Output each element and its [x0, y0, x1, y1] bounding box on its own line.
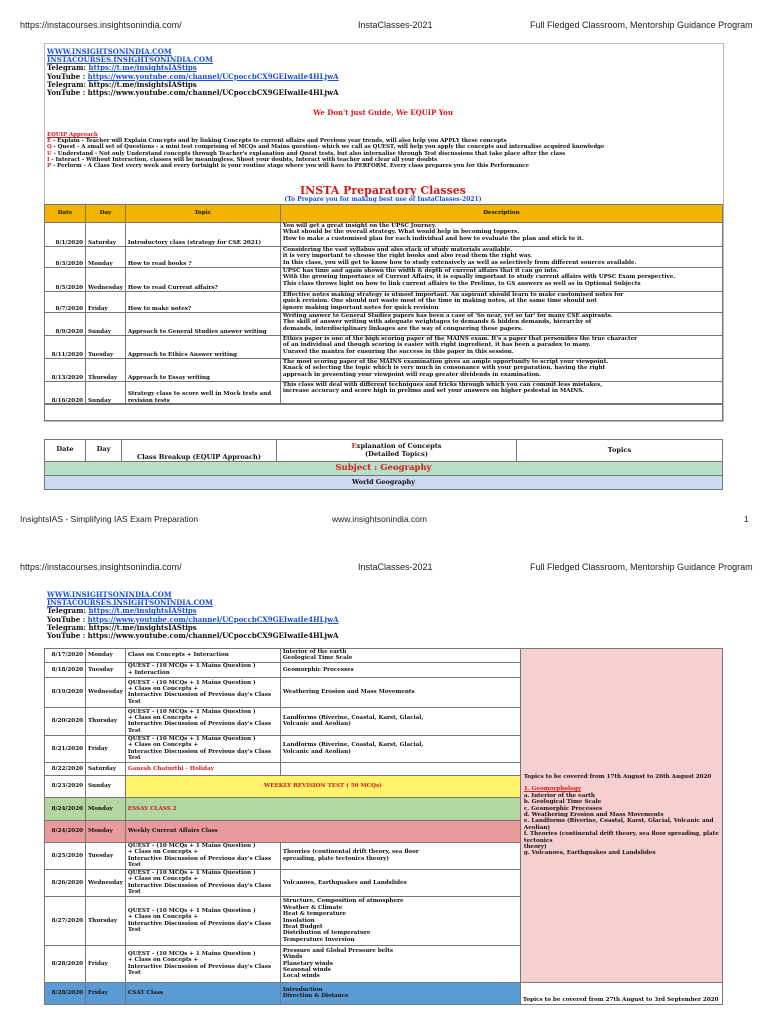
col-topic: Topic [125, 205, 280, 223]
col-day: Day [86, 205, 126, 223]
geo-breakup: QUEST - (10 MCQs + 1 Mains Question ) + Class on Concepts + Interactive Discussion of Previous day's Class Test [125, 735, 280, 762]
geo-breakup: QUEST - (10 MCQs + 1 Mains Question ) + Class on Concepts + Interactive Discussion of Previous day's Class Test [125, 707, 280, 735]
prep-row [45, 336, 723, 359]
geo-day: Wednesday [86, 869, 126, 896]
geo-breakup: WEEKLY REVISION TEST ( 50 MCQs) [125, 775, 520, 797]
prep-subtitle: (To Prepare you for making best use of InstaClasses-2021) [284, 196, 482, 203]
prep-date: 8/13/2020 [45, 359, 86, 382]
header-url: https://instacourses.insightsonindia.com/ [20, 20, 182, 30]
prep-row [45, 382, 723, 405]
geo-explanation: Geomorphic Processes [280, 662, 520, 677]
geo-breakup: Weekly Current Affairs Class [125, 820, 520, 842]
prep-date: 8/7/2020 [45, 292, 86, 313]
footer-center: www.insightsonindia.com [332, 514, 427, 524]
geo-row [45, 649, 723, 663]
geo-breakup: QUEST - (10 MCQs + 1 Mains Question ) + Class on Concepts + Interactive Discussion of Previous day's Class Test [125, 842, 280, 869]
site-link[interactable]: WWW.INSIGHTSONINDIA.COM [47, 590, 172, 599]
sched-col-date: Date [45, 440, 86, 462]
geo-date: 8/25/2020 [45, 842, 86, 869]
header-url: https://instacourses.insightsonindia.com/ [20, 562, 182, 572]
geo-explanation: Interior of the earth Geological Time Scale [280, 649, 520, 663]
telegram-link[interactable]: https://t.me/insightsIAStips [88, 63, 197, 73]
youtube-label: YouTube : [47, 71, 88, 81]
geo-explanation [280, 762, 520, 775]
subject-row: Subject : Geography [45, 462, 723, 476]
prep-table [44, 204, 723, 405]
prep-topic: How to read books ? [125, 247, 280, 268]
geo-breakup: QUEST - (10 MCQs + 1 Mains Question ) + Class on Concepts + Interactive Discussion of Previous day's Class Test [125, 677, 280, 707]
geo-date: 8/21/2020 [45, 735, 86, 762]
geo-breakup: CSAT Class [125, 982, 280, 1004]
spacer-row [44, 403, 723, 421]
equip-line: Q - Quest - A small set of Questions - a mini test comprising of MCQs and Mains question- which we call as QUEST, will help you apply the concepts and internalise acquired knowledge [47, 144, 605, 151]
equip-line: I - Interact - Without Interaction, classes will be meaningless. Shoot your doubts, Interact with teacher and clear all your doubts [47, 156, 438, 163]
youtube-link[interactable]: https://www.youtube.com/channel/UCpoccbCX9GEIwaiIe4HLjwA [87, 614, 339, 624]
equip-title: EQUIP Approach [47, 132, 98, 138]
prep-day: Sunday [86, 313, 126, 336]
geo-row [45, 982, 723, 1004]
geo-date: 8/22/2020 [45, 762, 86, 775]
prep-description: Ethics paper is one of the high scoring paper of the MAINS exam. It's a paper that personifies the true character of an individual and though scoring is easier with right ingredient, it has been a paradox to many. Unravel the mantra for ensuring the success in this paper in this session. [280, 336, 722, 359]
geo-day: Thursday [86, 896, 126, 945]
sched-col-explanation: Explanation of Concepts (Detailed Topics) [277, 440, 517, 462]
prep-day: Saturday [86, 223, 126, 247]
telegram-plain: Telegram: https://t.me/insightsIAStips [47, 622, 197, 632]
geo-day: Friday [86, 982, 126, 1004]
prep-row [45, 292, 723, 313]
geo-day: Saturday [86, 762, 126, 775]
prep-topic: Strategy class to score well in Mock tests and revision tests [125, 382, 280, 405]
schedule-header-table [44, 439, 723, 490]
sched-col-day: Day [86, 440, 122, 462]
prep-description: The most scoring paper of the MAINS examination gives an ample opportunity to script your viewpoint. Knack of selecting the topic which is very much in consonance with your preparation, having the right approach in presenting your viewpoint will reap greater dividends in examination. [280, 359, 722, 382]
prep-topic: How to make notes? [125, 292, 280, 313]
topics-subheading: 1. Geomorphology [523, 786, 582, 793]
prep-description: UPSC has time and again shown the width & depth of current affairs that it can go into. With the growing importance of Current Affairs, it is equally important to study current affairs with UPSC Exam perspective. This class throws light on how to link current affairs to the Prelims, to GS answers as well as in Optional Subjects [280, 268, 722, 292]
header-right: Full Fledged Classroom, Mentorship Guidance Program [530, 20, 753, 30]
equip-line: E - Explain - Teacher will Explain Concepts and by linking Concepts to current affairs and Previous year trends, will also help you APPLY these concepts [47, 138, 507, 145]
geo-date: 8/26/2020 [45, 869, 86, 896]
courses-link[interactable]: INSTACOURSES.INSIGHTSONINDIA.COM [47, 598, 213, 608]
geo-breakup: QUEST - (10 MCQs + 1 Mains Question ) + Class on Concepts + Interactive Discussion of Previous day's Class Test [125, 869, 280, 896]
geo-date: 8/20/2020 [45, 707, 86, 735]
prep-row [45, 223, 723, 247]
tagline: We Don't just Guide, We EQUIP You [313, 108, 453, 117]
geo-explanation: Structure, Composition of atmosphere Weather & Climate Heat & temperature Insolation Heat Budget Distribution of temperature Temperature Inversion [280, 896, 520, 945]
prep-day: Friday [86, 292, 126, 313]
geo-date: 8/19/2020 [45, 677, 86, 707]
prep-row [45, 247, 723, 268]
prep-date: 8/5/2020 [45, 268, 86, 292]
geo-day: Thursday [86, 707, 126, 735]
geo-date: 8/27/2020 [45, 896, 86, 945]
col-date: Date [45, 205, 86, 223]
prep-date: 8/16/2020 [45, 382, 86, 405]
header-center: InstaClasses-2021 [358, 20, 433, 30]
prep-row [45, 359, 723, 382]
geo-day: Monday [86, 797, 126, 820]
geo-date: 8/24/2020 [45, 797, 86, 820]
prep-description: You will get a great insight on the UPSC Journey. What should be the overall strategy. What would help in becoming toppers. How to make a customised plan for each individual and how to evaluate the plan and stick to it. [280, 223, 722, 247]
geo-breakup: QUEST - (10 MCQs + 1 Mains Question ) + Interaction [125, 662, 280, 677]
geo-date: 8/23/2020 [45, 775, 86, 797]
sched-col-topics: Topics [517, 440, 723, 462]
youtube-plain: YouTube : https://www.youtube.com/channel/UCpoccbCX9GEIwaiIe4HLjwA [47, 88, 339, 98]
geo-date: 8/17/2020 [45, 649, 86, 663]
geo-explanation: Volcanoes, Earthquakes and Landslides [280, 869, 520, 896]
geo-date: 8/24/2020 [45, 820, 86, 842]
footer-page-number: 1 [744, 514, 749, 524]
geo-breakup: QUEST - (10 MCQs + 1 Mains Question ) + Class on Concepts + Interactive Discussion of Previous day's Class Test [125, 896, 280, 945]
sched-col-breakup: Class Breakup (EQUIP Approach) [122, 440, 277, 462]
footer-left: InsightsIAS - Simplifying IAS Exam Preparation [20, 514, 199, 524]
geo-explanation: Landforms (Riverine, Coastal, Karst, Glacial, Volcanic and Aeolian) [280, 735, 520, 762]
geo-breakup: QUEST - (10 MCQs + 1 Mains Question ) + Class on Concepts + Interactive Discussion of Previous day's Class Test [125, 945, 280, 982]
geo-date: 8/28/2020 [45, 945, 86, 982]
prep-day: Tuesday [86, 336, 126, 359]
prep-title: INSTA Preparatory Classes [300, 184, 466, 197]
world-geography-row: World Geography [45, 476, 723, 490]
prep-day: Sunday [86, 382, 126, 405]
geo-date: 8/28/2020 [45, 982, 86, 1004]
header-center: InstaClasses-2021 [358, 562, 433, 572]
topics-next-heading: Topics to be covered from 27th August to 3rd September 2020 [520, 982, 722, 1004]
telegram-label: Telegram: [47, 63, 89, 73]
geo-day: Friday [86, 735, 126, 762]
page-header [0, 20, 768, 34]
col-description: Description [280, 205, 722, 223]
courses-link[interactable]: INSTACOURSES.INSIGHTSONINDIA.COM [47, 55, 213, 65]
prep-topic: Approach to Ethics Answer writing [125, 336, 280, 359]
prep-description: Effective notes making strategy is utmost important. An aspirant should learn to make customised notes for quick revision. One should not waste most of the time in making notes, at the same time should not ignore making important notes for quick revision [280, 292, 722, 313]
telegram-plain: Telegram: https://t.me/insightsIAStips [47, 79, 197, 89]
prep-description: This class will deal with different techniques and tricks through which you can commit less mistakes, increase accuracy and score high in prelims and set your answers on higher pedestal in MAINS. [280, 382, 722, 405]
geo-day: Monday [86, 649, 126, 663]
prep-row [45, 268, 723, 292]
prep-date: 8/9/2020 [45, 313, 86, 336]
topics-heading: Topics to be covered from 17th August to 26th August 2020 [523, 773, 712, 780]
prep-topic: Introductory class (strategy for CSE 2021) [125, 223, 280, 247]
topics-list: a. Interior of the earth b. Geological Time Scale c. Geomorphic Processes d. Weathering Erosion and Mass Movements e. Landforms (Riverine, Coastal, Karst, Glacial, Volcanic and Aeolian) f. Theories (continental drift theory, sea floor spreading, plate tectonics theory) g. Volcanoes, Earthquakes and Landslides [523, 792, 719, 857]
site-link[interactable]: WWW.INSIGHTSONINDIA.COM [47, 47, 172, 56]
topics-panel [520, 649, 722, 983]
prep-row [45, 313, 723, 336]
equip-line: P - Perform - A Class Test every week and every fortnight is your routine stage where you will have to PERFORM. Every class prepares you for this Performance [47, 163, 529, 170]
geo-day: Wednesday [86, 677, 126, 707]
links-block-2 [47, 591, 339, 640]
geo-day: Sunday [86, 775, 126, 797]
prep-topic: How to read Current affairs? [125, 268, 280, 292]
prep-day: Wednesday [86, 268, 126, 292]
geo-day: Monday [86, 820, 126, 842]
header-right: Full Fledged Classroom, Mentorship Guidance Program [530, 562, 753, 572]
geo-breakup: ESSAY CLASS 2 [125, 797, 520, 820]
geo-date: 8/18/2020 [45, 662, 86, 677]
geo-day: Tuesday [86, 662, 126, 677]
geo-breakup: Ganesh Chaturthi - Holiday [125, 762, 280, 775]
prep-description: Considering the vast syllabus and also stack of study materials available. it is very important to choose the right books and also read them the right way. In this class, you will get to know how to study extensively as well as selectively from different sources available. [280, 247, 722, 268]
geo-explanation: Pressure and Global Pressure belts Winds Planetary winds Seasonal winds Local winds [280, 945, 520, 982]
prep-topic: Approach to General Studies answer writing [125, 313, 280, 336]
youtube-link[interactable]: https://www.youtube.com/channel/UCpoccbCX9GEIwaiIe4HLjwA [87, 71, 339, 81]
prep-description: Writing answer to General Studies papers has been a case of 'So near, yet so far' for many CSE aspirants. The skill of answer writing with adequate weightages to demands & hidden demands, hierarchy of demands, interdisciplinary linkages are the way of conquering these papers. [280, 313, 722, 336]
prep-date: 8/11/2020 [45, 336, 86, 359]
geo-explanation: Landforms (Riverine, Coastal, Karst, Glacial, Volcanic and Aeolian) [280, 707, 520, 735]
youtube-plain: YouTube : https://www.youtube.com/channel/UCpoccbCX9GEIwaiIe4HLjwA [47, 631, 339, 641]
geo-breakup: Class on Concepts + Interaction [125, 649, 280, 663]
prep-topic: Approach to Essay writing [125, 359, 280, 382]
prep-date: 8/3/2020 [45, 247, 86, 268]
geography-schedule-table [44, 648, 723, 1005]
equip-approach [47, 132, 722, 169]
geo-explanation: Weathering Erosion and Mass Movements [280, 677, 520, 707]
geo-explanation: Theories (continental drift theory, sea floor spreading, plate tectonics theory) [280, 842, 520, 869]
telegram-line: Telegram: https://t.me/insightsIAStips [47, 606, 197, 616]
telegram-link[interactable]: https://t.me/insightsIAStips [88, 606, 197, 616]
prep-date: 8/1/2020 [45, 223, 86, 247]
prep-day: Thursday [86, 359, 126, 382]
geo-explanation: Introduction Direction & Distance [280, 982, 520, 1004]
prep-day: Monday [86, 247, 126, 268]
equip-line: U - Understand - Not only Understand concepts through Teacher's explanation and Quest tests, but also internalise through Test discussions that take place after the class [47, 150, 566, 157]
geo-day: Friday [86, 945, 126, 982]
youtube-line: YouTube : https://www.youtube.com/channel/UCpoccbCX9GEIwaiIe4HLjwA [47, 614, 339, 624]
page-header-2 [0, 562, 768, 576]
geo-day: Tuesday [86, 842, 126, 869]
